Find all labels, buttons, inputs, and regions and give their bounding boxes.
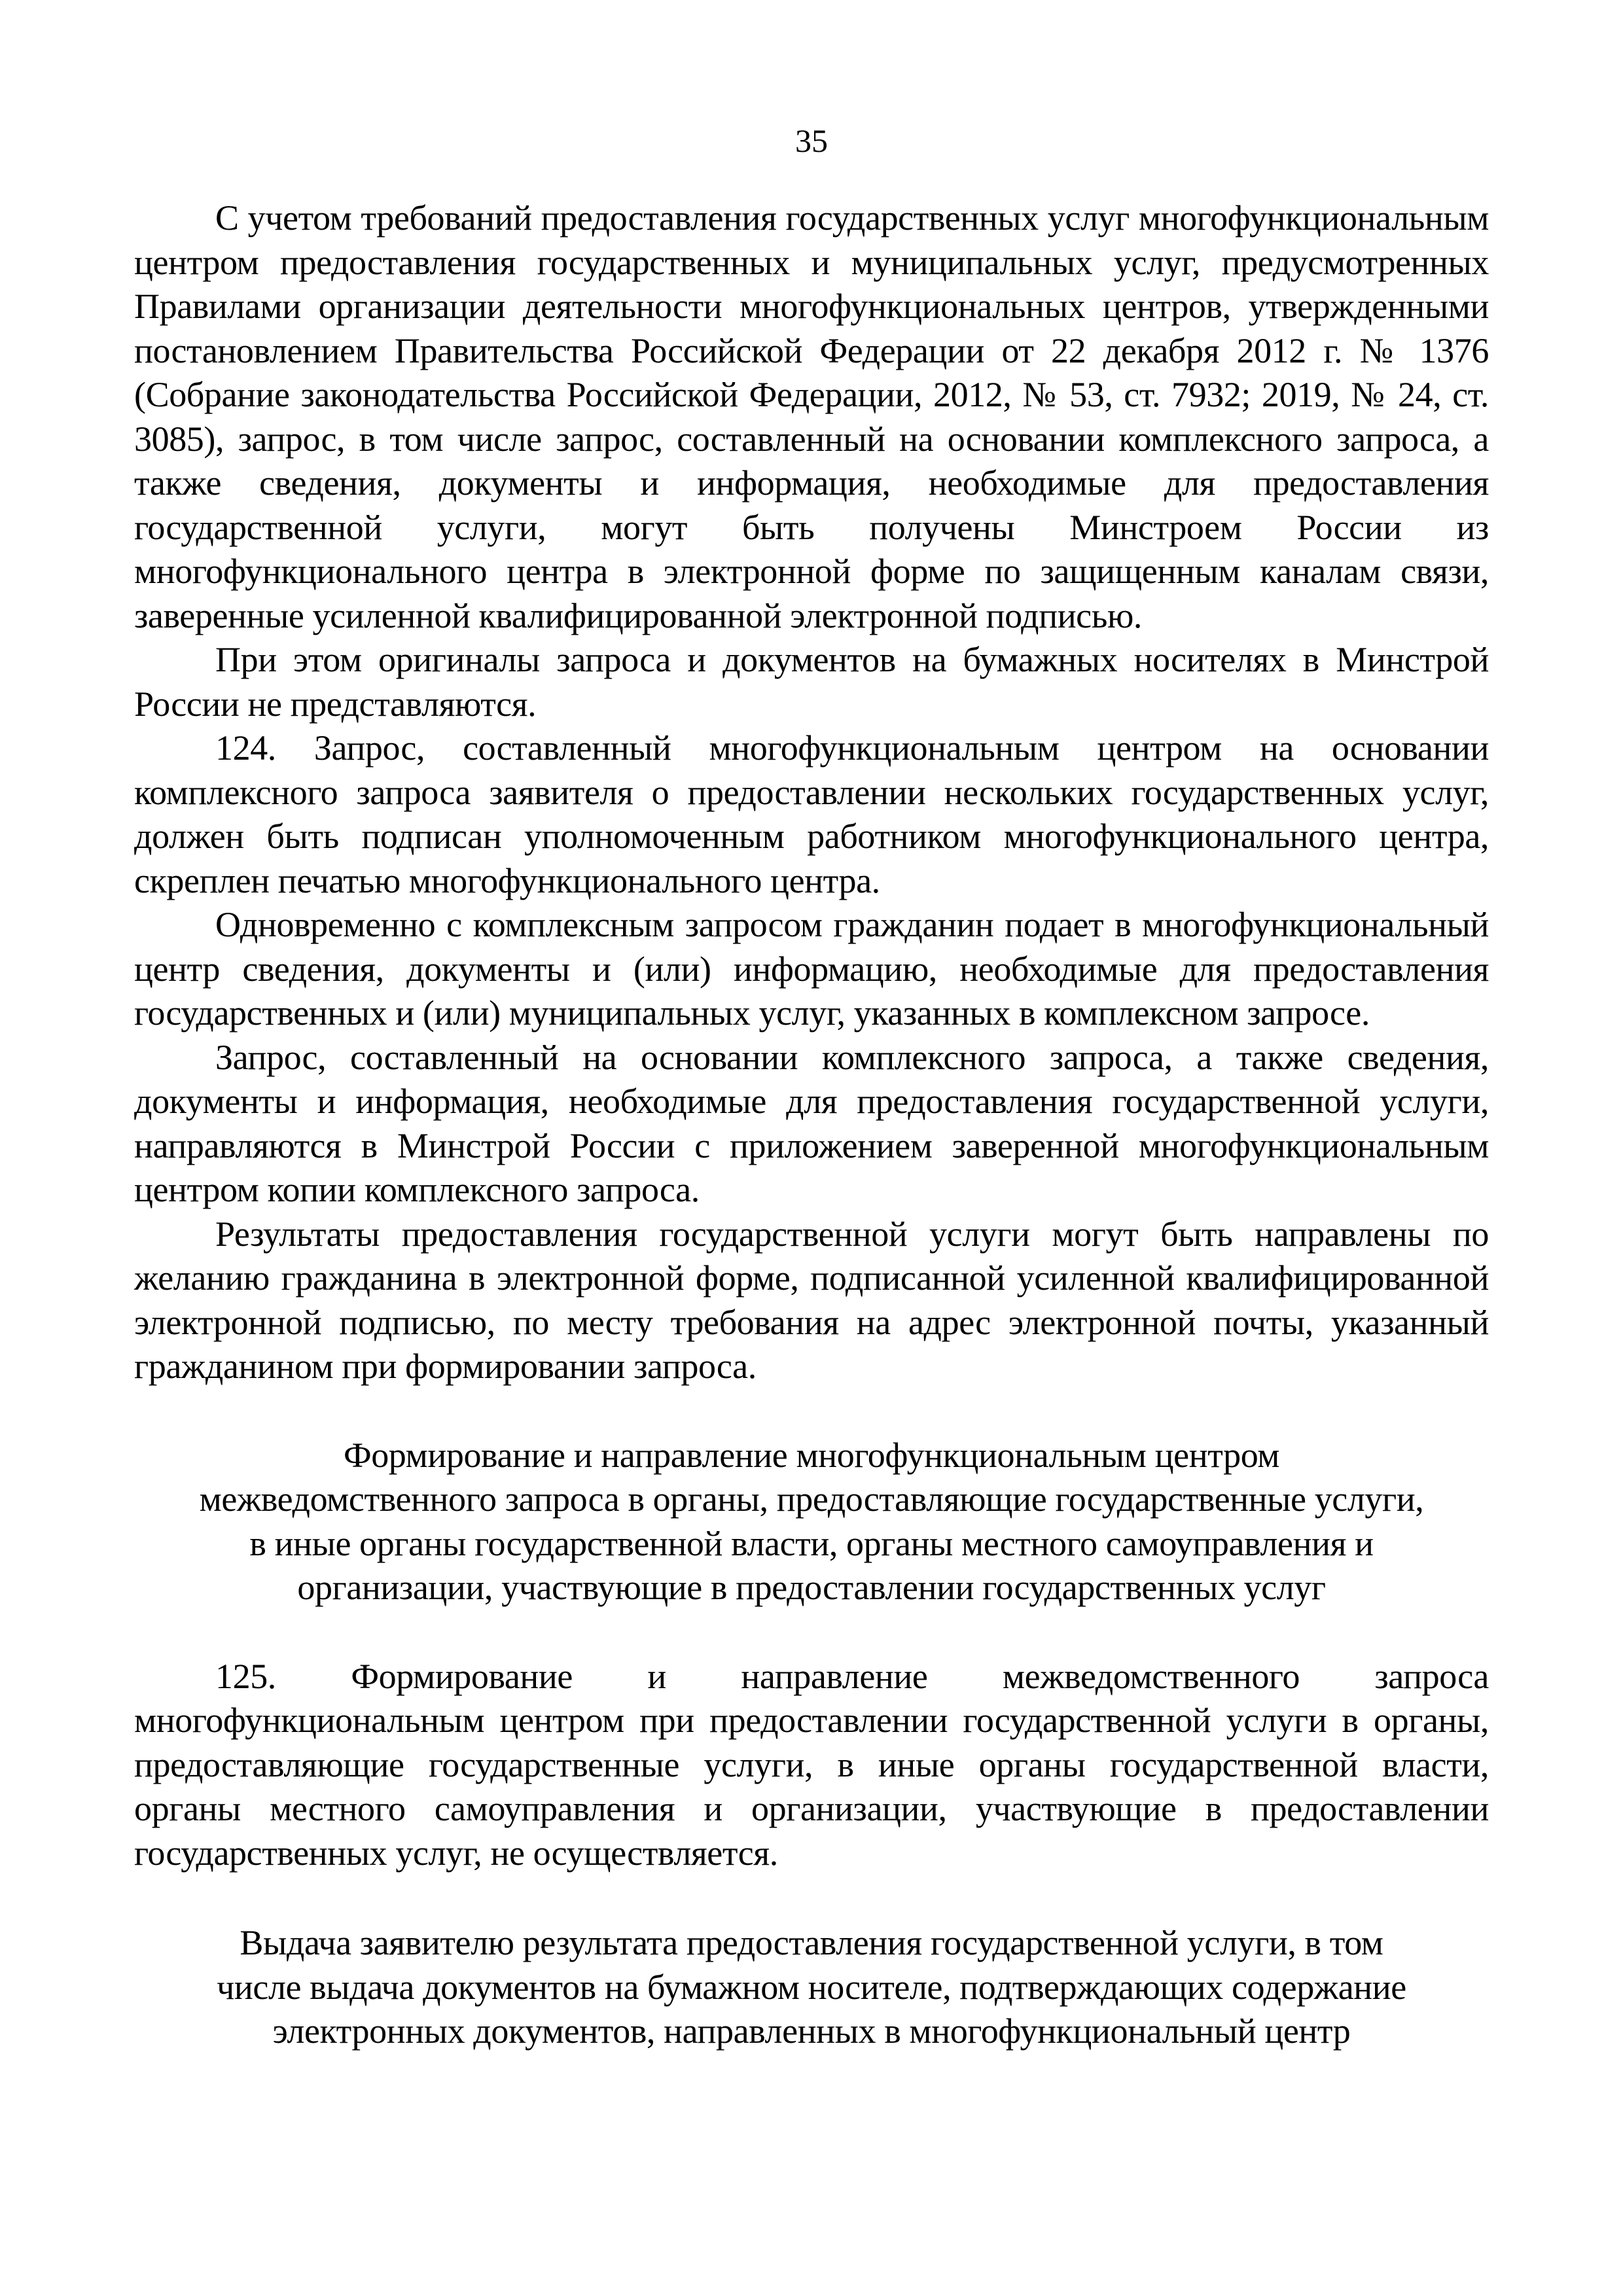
paragraph-125: 125. Формирование и направление межведомственного запроса многофункциональным центром при предоставлении государственной услуги в органы, предоставляющие государственные услуги, в иные органы государственной власти, органы местного самоуправления и организации, участвующие в предоставлении государственных услуг, не осуществляется.: [134, 1656, 1489, 1873]
section-heading-interagency-request: [134, 1434, 1489, 1610]
paragraph-124: 124. Запрос, составленный многофункциональным центром на основании комплексного запроса заявителя о предоставлении нескольких государственных услуг, должен быть подписан уполномоченным работником многофункционального центра, скреплен печатью многофункционального центра.: [134, 728, 1489, 900]
section-heading-issuance: [134, 1921, 1489, 2054]
heading-line: числе выдача документов на бумажном носителе, подтверждающих содержание: [217, 1967, 1406, 2007]
paragraph-results: Результаты предоставления государственной услуги могут быть направлены по желанию гражданина в электронной форме, подписанной усиленной квалифицированной электронной подписью, по месту требования на адрес электронной почты, указанный гражданином при формировании запроса.: [134, 1214, 1489, 1386]
heading-line: электронных документов, направленных в многофункциональный центр: [272, 2011, 1351, 2051]
heading-line: Выдача заявителю результата предоставления государственной услуги, в том: [240, 1923, 1383, 1962]
paragraph-request-sent: Запрос, составленный на основании комплексного запроса, а также сведения, документы и информация, необходимые для предоставления государственной услуги, направляются в Минстрой России с приложением заверенной многофункциональным центром копии комплексного запроса.: [134, 1037, 1489, 1209]
heading-line: в иные органы государственной власти, органы местного самоуправления и: [249, 1523, 1374, 1563]
document-body: [134, 196, 1489, 2054]
heading-line: Формирование и направление многофункциональным центром: [343, 1435, 1280, 1475]
heading-line: межведомственного запроса в органы, предоставляющие государственные услуги,: [199, 1479, 1424, 1519]
page-number: 35: [795, 122, 828, 159]
heading-line: организации, участвующие в предоставлении государственных услуг: [297, 1568, 1326, 1607]
paragraph-requirements-mfc: С учетом требований предоставления государственных услуг многофункциональным центром предоставления государственных и муниципальных услуг, предусмотренных Правилами организации деятельности многофункциональных центров, утвержденными постановлением Правительства Российской Федерации от 22 декабря 2012 г. № 1376 (Собрание законодательства Российской Федерации, 2012, № 53, ст. 7932; 2019, № 24, ст. 3085), запрос, в том числе запрос, составленный на основании комплексного запроса, а также сведения, документы и информация, необходимые для предоставления государственной услуги, могут быть получены Минстроем России из многофункционального центра в электронной форме по защищенным каналам связи, заверенные усиленной квалифицированной электронной подписью.: [134, 198, 1489, 635]
paragraph-simultaneously: Одновременно с комплексным запросом гражданин подает в многофункциональный центр сведения, документы и (или) информацию, необходимые для предоставления государственных и (или) муниципальных услуг, указанных в комплексном запросе.: [134, 905, 1489, 1033]
paragraph-originals: При этом оригиналы запроса и документов на бумажных носителях в Минстрой России не представляются.: [134, 640, 1489, 724]
